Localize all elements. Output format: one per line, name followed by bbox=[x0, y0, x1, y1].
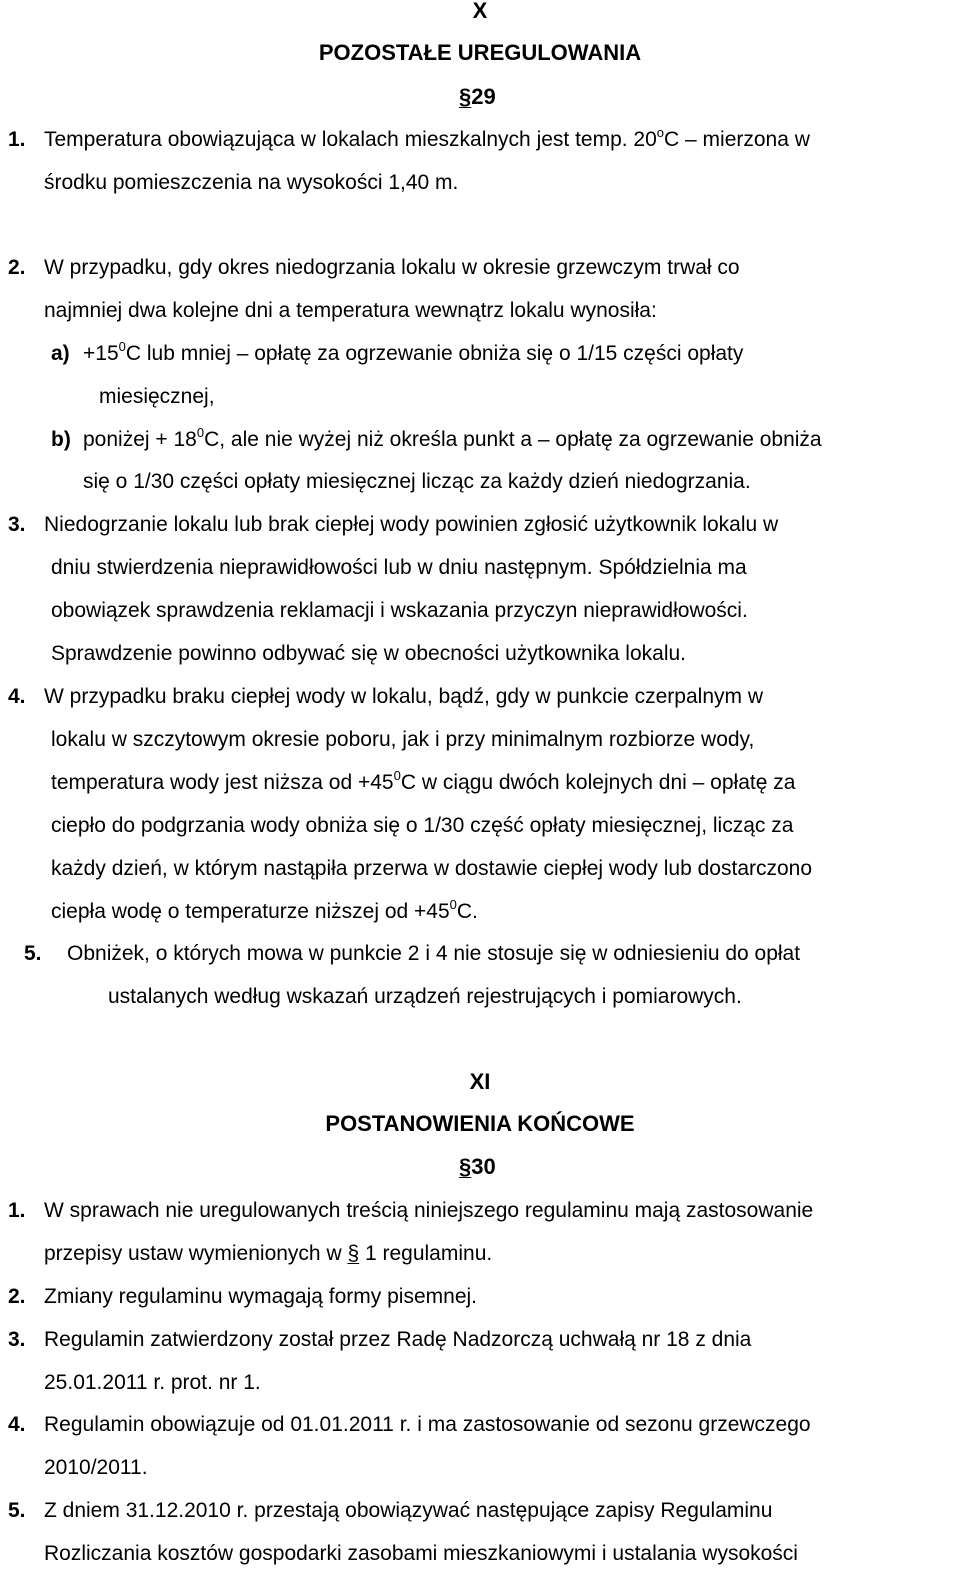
superscript: 0 bbox=[118, 339, 126, 354]
item-text-line: Regulamin obowiązuje od 01.01.2011 r. i ma zastosowanie od sezonu grzewczego bbox=[44, 1413, 811, 1436]
item-text-line: najmniej dwa kolejne dni a temperatura wewnątrz lokalu wynosiła: bbox=[44, 299, 657, 322]
item-text-line bbox=[51, 770, 795, 796]
item-text-line bbox=[44, 127, 810, 153]
item-text-line: Regulamin zatwierdzony został przez Radę Nadzorczą uchwałą nr 18 z dnia bbox=[44, 1328, 752, 1351]
item-text-line: 2010/2011. bbox=[44, 1456, 148, 1479]
item-text-line: dniu stwierdzenia nieprawidłowości lub w dniu następnym. Spółdzielnia ma bbox=[51, 556, 747, 579]
section-title: POZOSTAŁE UREGULOWANIA bbox=[318, 40, 642, 65]
item-text-line: W przypadku, gdy okres niedogrzania lokalu w okresie grzewczym trwał co bbox=[44, 256, 740, 279]
item-number: 5. bbox=[8, 1499, 26, 1522]
item-text-line: Rozliczania kosztów gospodarki zasobami mieszkaniowymi i ustalania wysokości bbox=[44, 1542, 798, 1565]
section-number: X bbox=[472, 0, 488, 23]
item-text-line bbox=[44, 1241, 492, 1267]
subitem-text-line bbox=[83, 341, 743, 367]
subitem-label: b) bbox=[51, 428, 71, 451]
text-fragment: temperatura wody jest niższa od +45 bbox=[51, 771, 394, 794]
paragraph-number-value: 30 bbox=[471, 1154, 496, 1179]
section-number: XI bbox=[469, 1069, 491, 1094]
item-number: 2. bbox=[8, 256, 26, 279]
item-number: 1. bbox=[8, 1199, 26, 1222]
text-fragment: C lub mniej – opłatę za ogrzewanie obniża się o 1/15 części opłaty bbox=[125, 342, 744, 365]
item-text-line bbox=[51, 899, 478, 925]
item-text-line: ciepło do podgrzania wody obniża się o 1/30 część opłaty miesięcznej, licząc za bbox=[51, 814, 794, 837]
item-number: 3. bbox=[8, 1328, 26, 1351]
paragraph-number-value: 29 bbox=[471, 84, 496, 109]
section-sign: § bbox=[459, 84, 472, 109]
paragraph-number bbox=[459, 1154, 496, 1180]
section-sign: § bbox=[459, 1154, 472, 1179]
subitem-text-line: miesięcznej, bbox=[99, 385, 215, 408]
text-fragment: C. bbox=[456, 900, 478, 923]
text-fragment: C, ale nie wyżej niż określa punkt a – opłatę za ogrzewanie obniża bbox=[204, 428, 822, 451]
text-fragment: poniżej + 18 bbox=[83, 428, 197, 451]
section-title: POSTANOWIENIA KOŃCOWE bbox=[325, 1111, 635, 1136]
item-text-line: W przypadku braku ciepłej wody w lokalu, bądź, gdy w punkcie czerpalnym w bbox=[44, 685, 763, 708]
item-text-line: środku pomieszczenia na wysokości 1,40 m. bbox=[44, 171, 459, 194]
text-fragment: +15 bbox=[83, 342, 119, 365]
item-number: 2. bbox=[8, 1285, 26, 1308]
section-sign: § bbox=[347, 1242, 360, 1265]
text-fragment: Temperatura obowiązująca w lokalach mieszkalnych jest temp. 20 bbox=[44, 128, 657, 151]
text-fragment: C – mierzona w bbox=[664, 128, 810, 151]
item-number: 5. bbox=[24, 942, 42, 965]
superscript: o bbox=[656, 125, 665, 140]
paragraph-number bbox=[459, 84, 496, 110]
item-text-line: 25.01.2011 r. prot. nr 1. bbox=[44, 1371, 261, 1394]
item-text-line: Niedogrzanie lokalu lub brak ciepłej wody powinien zgłosić użytkownik lokalu w bbox=[44, 513, 779, 536]
text-fragment: przepisy ustaw wymienionych w bbox=[44, 1242, 348, 1265]
item-text-line: Sprawdzenie powinno odbywać się w obecności użytkownika lokalu. bbox=[51, 642, 687, 665]
item-text-line: Obniżek, o których mowa w punkcie 2 i 4 nie stosuje się w odniesieniu do opłat bbox=[67, 942, 801, 965]
item-text-line: obowiązek sprawdzenia reklamacji i wskazania przyczyn nieprawidłowości. bbox=[51, 599, 748, 622]
superscript: 0 bbox=[449, 897, 457, 912]
text-fragment: ciepła wodę o temperaturze niższej od +45 bbox=[51, 900, 450, 923]
item-number: 1. bbox=[8, 128, 26, 151]
subitem-label: a) bbox=[51, 342, 70, 365]
item-text-line: W sprawach nie uregulowanych treścią niniejszego regulaminu mają zastosowanie bbox=[44, 1199, 814, 1222]
item-text-line: ustalanych według wskazań urządzeń rejestrujących i pomiarowych. bbox=[108, 985, 742, 1008]
item-text-line: każdy dzień, w którym nastąpiła przerwa w dostawie ciepłej wody lub dostarczono bbox=[51, 857, 813, 880]
item-text-line: Z dniem 31.12.2010 r. przestają obowiązywać następujące zapisy Regulaminu bbox=[44, 1499, 773, 1522]
text-fragment: 1 regulaminu. bbox=[359, 1242, 493, 1265]
text-fragment: C w ciągu dwóch kolejnych dni – opłatę za bbox=[400, 771, 796, 794]
item-number: 4. bbox=[8, 1413, 26, 1436]
item-number: 3. bbox=[8, 513, 26, 536]
item-text-line: lokalu w szczytowym okresie poboru, jak i przy minimalnym rozbiorze wody, bbox=[51, 728, 755, 751]
superscript: 0 bbox=[393, 768, 401, 783]
item-text-line: Zmiany regulaminu wymagają formy pisemnej. bbox=[44, 1285, 477, 1308]
superscript: 0 bbox=[196, 425, 205, 440]
subitem-text-line bbox=[83, 427, 822, 453]
item-number: 4. bbox=[8, 685, 26, 708]
subitem-text-line: się o 1/30 części opłaty miesięcznej licząc za każdy dzień niedogrzania. bbox=[83, 470, 751, 493]
